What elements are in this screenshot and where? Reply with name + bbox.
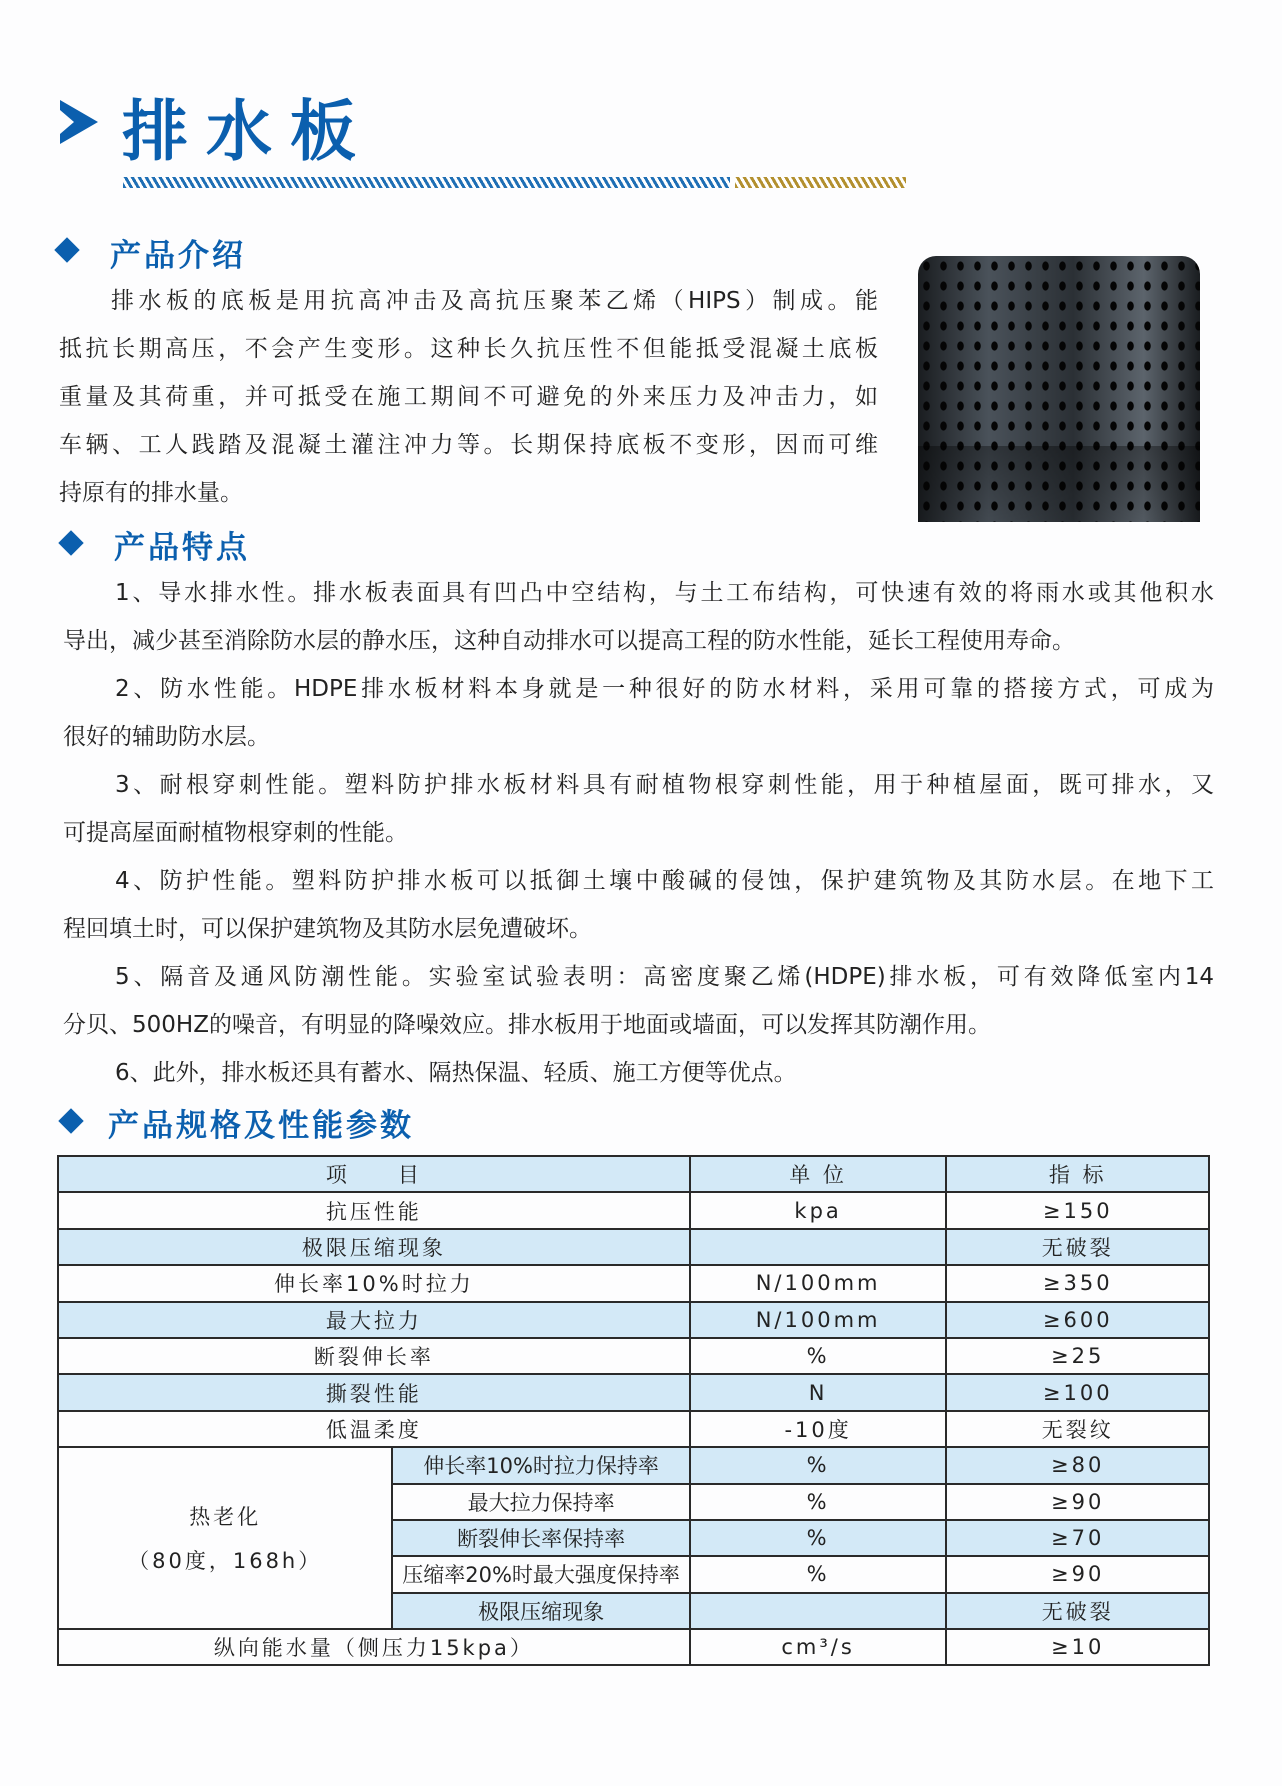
text-line: 车辆、工人践踏及混凝土灌注冲力等。长期保持底板不变形，因而可维 bbox=[59, 432, 878, 458]
text-line: 排水板的底板是用抗高冲击及高抗压聚苯乙烯（HIPS）制成。能 bbox=[111, 288, 878, 314]
item-cell: 抗压性能 bbox=[58, 1192, 690, 1228]
unit-cell: N/100mm bbox=[690, 1265, 947, 1301]
value-cell: ≥350 bbox=[946, 1265, 1209, 1301]
unit-cell: % bbox=[690, 1484, 947, 1520]
group-sublabel: （80度，168h） bbox=[128, 1549, 323, 1574]
text-line: 抵抗长期高压，不会产生变形。这种长久抗压性不但能抵受混凝土底板 bbox=[59, 336, 878, 362]
item-cell: 最大拉力保持率 bbox=[392, 1484, 689, 1520]
value-cell: 无裂纹 bbox=[946, 1411, 1209, 1447]
table-row bbox=[58, 1302, 1209, 1338]
value-cell: ≥100 bbox=[946, 1374, 1209, 1410]
unit-cell: kpa bbox=[690, 1192, 947, 1228]
item-cell: 撕裂性能 bbox=[58, 1374, 690, 1410]
table-row bbox=[58, 1411, 1209, 1447]
table-row bbox=[58, 1374, 1209, 1410]
text-line: 4、防护性能。塑料防护排水板可以抵御土壤中酸碱的侵蚀，保护建筑物及其防水层。在地下工 bbox=[115, 868, 1214, 894]
text-line: 程回填土时，可以保护建筑物及其防水层免遭破坏。 bbox=[63, 916, 592, 942]
text-line: 可提高屋面耐植物根穿刺的性能。 bbox=[63, 820, 408, 846]
item-cell: 伸长率10%时拉力 bbox=[58, 1265, 690, 1301]
column-header-value: 指 标 bbox=[946, 1156, 1209, 1192]
group-label-cell bbox=[58, 1447, 392, 1629]
diamond-bullet-icon bbox=[54, 237, 79, 262]
column-header-item: 项 目 bbox=[58, 1156, 690, 1192]
value-cell: ≥70 bbox=[946, 1520, 1209, 1556]
item-cell: 伸长率10%时拉力保持率 bbox=[392, 1447, 689, 1483]
diamond-bullet-icon bbox=[58, 530, 83, 555]
value-cell: ≥90 bbox=[946, 1484, 1209, 1520]
unit-cell: N bbox=[690, 1374, 947, 1410]
table-row bbox=[58, 1338, 1209, 1374]
section-heading-intro: 产品介绍 bbox=[110, 238, 246, 274]
text-line: 2、防水性能。HDPE排水板材料本身就是一种很好的防水材料，采用可靠的搭接方式，可成为 bbox=[115, 676, 1214, 702]
value-cell: ≥80 bbox=[946, 1447, 1209, 1483]
text-line: 3、耐根穿刺性能。塑料防护排水板材料具有耐植物根穿刺性能，用于种植屋面，既可排水，又 bbox=[115, 772, 1214, 798]
unit-cell: % bbox=[690, 1556, 947, 1592]
text-line: 分贝、500HZ的噪音，有明显的降噪效应。排水板用于地面或墙面，可以发挥其防潮作用。 bbox=[63, 1012, 991, 1038]
table-row bbox=[58, 1265, 1209, 1301]
title-underline-blue bbox=[123, 177, 730, 188]
unit-cell: -10度 bbox=[690, 1411, 947, 1447]
table-row bbox=[58, 1192, 1209, 1228]
text-line: 6、此外，排水板还具有蓄水、隔热保温、轻质、施工方便等优点。 bbox=[115, 1060, 797, 1086]
value-cell: ≥90 bbox=[946, 1556, 1209, 1592]
text-line: 重量及其荷重，并可抵受在施工期间不可避免的外来压力及冲击力，如 bbox=[59, 384, 878, 410]
table-row bbox=[58, 1629, 1209, 1665]
item-cell: 极限压缩现象 bbox=[58, 1229, 690, 1265]
value-cell: ≥10 bbox=[946, 1629, 1209, 1665]
table-row bbox=[58, 1229, 1209, 1265]
group-label: 热老化 bbox=[189, 1505, 262, 1530]
text-line: 导出，减少甚至消除防水层的静水压，这种自动排水可以提高工程的防水性能，延长工程使用寿命。 bbox=[63, 628, 1075, 654]
unit-cell: % bbox=[690, 1520, 947, 1556]
item-cell: 低温柔度 bbox=[58, 1411, 690, 1447]
title-arrow-icon bbox=[60, 100, 98, 144]
value-cell: ≥600 bbox=[946, 1302, 1209, 1338]
text-line: 很好的辅助防水层。 bbox=[63, 724, 270, 750]
text-line: 持原有的排水量。 bbox=[59, 480, 243, 506]
product-photo bbox=[918, 256, 1200, 522]
column-header-unit: 单 位 bbox=[690, 1156, 947, 1192]
section-heading-features: 产品特点 bbox=[114, 530, 250, 566]
value-cell: ≥25 bbox=[946, 1338, 1209, 1374]
unit-cell bbox=[690, 1593, 947, 1629]
item-cell: 断裂伸长率 bbox=[58, 1338, 690, 1374]
item-cell: 极限压缩现象 bbox=[392, 1593, 689, 1629]
item-cell: 断裂伸长率保持率 bbox=[392, 1520, 689, 1556]
table-row bbox=[58, 1447, 1209, 1483]
page-title: 排水板 bbox=[122, 93, 374, 170]
item-cell: 最大拉力 bbox=[58, 1302, 690, 1338]
title-underline-gold bbox=[735, 177, 906, 188]
value-cell: 无破裂 bbox=[946, 1229, 1209, 1265]
text-line: 5、隔音及通风防潮性能。实验室试验表明：高密度聚乙烯(HDPE)排水板，可有效降低室内14 bbox=[115, 964, 1214, 990]
item-cell: 纵向能水量（侧压力15kpa） bbox=[58, 1629, 690, 1665]
unit-cell: % bbox=[690, 1338, 947, 1374]
unit-cell: N/100mm bbox=[690, 1302, 947, 1338]
text-line: 1、导水排水性。排水板表面具有凹凸中空结构，与土工布结构，可快速有效的将雨水或其他积水 bbox=[115, 580, 1214, 606]
unit-cell: cm³/s bbox=[690, 1629, 947, 1665]
spec-table bbox=[57, 1155, 1210, 1666]
value-cell: 无破裂 bbox=[946, 1593, 1209, 1629]
diamond-bullet-icon bbox=[58, 1108, 83, 1133]
section-heading-specs: 产品规格及性能参数 bbox=[108, 1108, 414, 1144]
unit-cell: % bbox=[690, 1447, 947, 1483]
unit-cell bbox=[690, 1229, 947, 1265]
item-cell: 压缩率20%时最大强度保持率 bbox=[392, 1556, 689, 1592]
value-cell: ≥150 bbox=[946, 1192, 1209, 1228]
table-row bbox=[58, 1156, 1209, 1192]
